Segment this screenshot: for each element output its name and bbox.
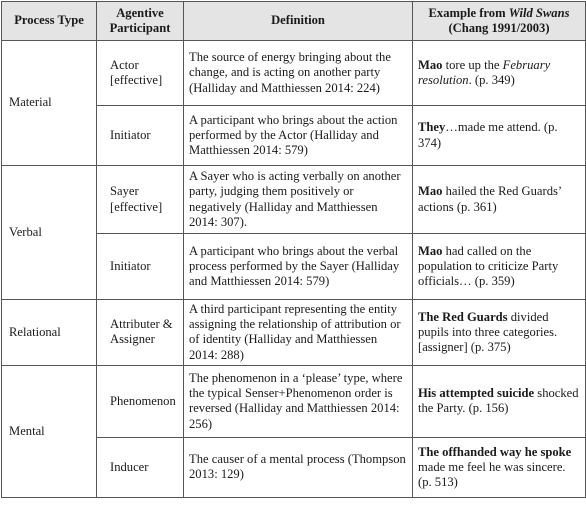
example-cell <box>413 41 586 106</box>
example-bold: They <box>418 120 446 135</box>
example-cell <box>413 437 586 497</box>
example-bold: Mao <box>418 243 443 258</box>
example-cell <box>413 234 586 300</box>
header-example-prefix: Example from <box>428 5 509 20</box>
example-text: tore up the <box>442 57 503 72</box>
process-table <box>1 1 586 498</box>
header-example <box>413 2 586 41</box>
participant-cell: Phenomenon <box>97 365 184 437</box>
example-text: …made me attend. (p. 374) <box>418 120 558 150</box>
process-type-cell: Relational <box>2 300 97 366</box>
participant-cell: Initiator <box>97 106 184 166</box>
example-bold: The offhanded way he spoke <box>418 444 572 459</box>
example-cell <box>413 106 586 166</box>
example-cell <box>413 365 586 437</box>
example-text: divided pupils into three categories. [assigner] (p. 375) <box>418 309 558 354</box>
example-text: shocked the Party. (p. 156) <box>418 386 579 416</box>
header-row <box>2 2 586 41</box>
example-text: made me feel he was sincere. (p. 513) <box>418 459 566 489</box>
table-row <box>2 166 586 234</box>
process-type-cell: Mental <box>2 365 97 497</box>
table-row <box>2 365 586 437</box>
example-cell <box>413 300 586 366</box>
participant-cell: Actor [effective] <box>97 41 184 106</box>
example-bold: His attempted suicide <box>418 386 535 401</box>
participant-cell: Initiator <box>97 234 184 300</box>
example-bold: The Red Guards <box>418 309 508 324</box>
table-row <box>2 300 586 366</box>
definition-cell: A participant who brings about the verbal process performed by the Sayer (Halliday and Matthiessen 2014: 579) <box>184 234 413 300</box>
example-text: . (p. 349) <box>468 73 515 87</box>
example-bold: Mao <box>418 57 443 72</box>
example-bold: Mao <box>418 184 443 199</box>
definition-cell: A Sayer who is acting verbally on another party, judging them positively or negatively (Halliday and Matthiessen 2014: 307). <box>184 166 413 234</box>
header-example-title: Wild Swans <box>508 5 570 20</box>
table-row <box>2 41 586 106</box>
definition-cell: The causer of a mental process (Thompson 2013: 129) <box>184 437 413 497</box>
header-process-type: Process Type <box>2 2 97 41</box>
participant-cell: Inducer <box>97 437 184 497</box>
definition-cell: A participant who brings about the action performed by the Actor (Halliday and Matthiessen 2014: 579) <box>184 106 413 166</box>
header-definition: Definition <box>184 2 413 41</box>
process-type-cell: Material <box>2 41 97 166</box>
example-cell <box>413 166 586 234</box>
participant-cell: Attributer & Assigner <box>97 300 184 366</box>
definition-cell: The phenomenon in a ‘please’ type, where the typical Senser+Phenomenon order is reversed (Halliday and Matthiessen 2014: 256) <box>184 365 413 437</box>
definition-cell: The source of energy bringing about the change, and is acting on another party (Halliday and Matthiessen 2014: 224) <box>184 41 413 106</box>
header-agentive-participant: Agentive Participant <box>97 2 184 41</box>
participant-cell: Sayer [effective] <box>97 166 184 234</box>
example-text: had called on the population to criticize Party officials… (p. 359) <box>418 243 559 289</box>
example-text: hailed the Red Guards’ actions (p. 361) <box>418 184 562 214</box>
definition-cell: A third participant representing the entity assigning the relationship of attribution or of identity (Halliday and Matthiessen 2014: 288) <box>184 300 413 366</box>
header-example-suffix: (Chang 1991/2003) <box>448 21 550 35</box>
process-type-cell: Verbal <box>2 166 97 300</box>
example-italic: February resolution <box>418 57 551 87</box>
